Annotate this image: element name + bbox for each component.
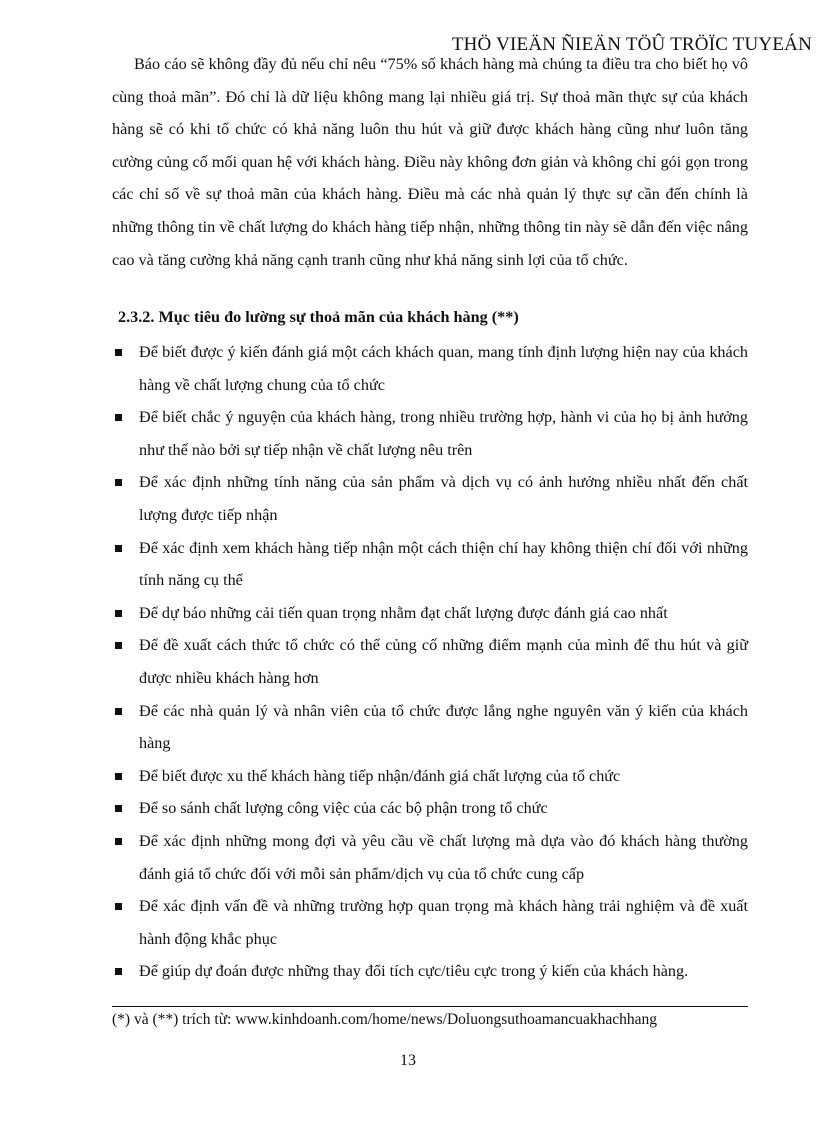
bullet-square-icon <box>115 610 122 617</box>
section-heading: 2.3.2. Mục tiêu đo lường sự thoả mãn của khách hàng (**) <box>118 308 519 326</box>
bullet-square-icon <box>115 805 122 812</box>
list-item-text: Để biết được ý kiến đánh giá một cách khách quan, mang tính định lượng hiện nay của khách hàng về chất lượng chung của tổ chức <box>139 343 748 394</box>
bullet-square-icon <box>115 642 122 649</box>
footnote-text: (*) và (**) trích từ: www.kinhdoanh.com/home/news/Doluongsuthoamancuakhachhang <box>112 1011 658 1028</box>
list-item-text: Để biết được xu thế khách hàng tiếp nhận/đánh giá chất lượng của tổ chức <box>139 766 621 785</box>
page-number: 13 <box>400 1052 416 1069</box>
intro-paragraph: Báo cáo sẽ không đầy đủ nếu chỉ nêu “75% số khách hàng mà chúng ta điều tra cho biết họ vô cùng thoả mãn”. Đó chỉ là dữ liệu không mang lại nhiều giá trị. Sự thoả mãn thực sự của khách hàng sẽ có khi tổ chức có khả năng luôn thu hút và giữ được khách hàng cũng như luôn tăng cường củng cố mối quan hệ với khách hàng. Điều này không đơn giản và không chỉ gói gọn trong các chỉ số về sự thoả mãn của khách hàng. Điều mà các nhà quản lý thực sự cần đến chính là những thông tin về chất lượng do khách hàng tiếp nhận, những thông tin này sẽ dẫn đến việc nâng cao và tăng cường khả năng cạnh tranh cũng như khả năng sinh lợi của tổ chức. <box>112 55 748 269</box>
bullet-square-icon <box>115 903 122 910</box>
list-item-text: Để các nhà quản lý và nhân viên của tổ chức được lắng nghe nguyên văn ý kiến của khách hàng <box>139 701 748 753</box>
list-item-text: Để xác định vấn đề và những trường hợp quan trọng mà khách hàng trải nghiệm và đề xuất hành động khắc phục <box>139 897 748 948</box>
footnote-divider <box>112 1006 748 1007</box>
bullet-square-icon <box>115 773 122 780</box>
list-item-text: Để xác định những mong đợi và yêu cầu về chất lượng mà dựa vào đó khách hàng thường đánh giá tổ chức đối với mỗi sản phẩm/dịch vụ của tổ chức cung cấp <box>139 831 748 883</box>
bullet-square-icon <box>115 479 122 486</box>
bullet-square-icon <box>115 349 122 356</box>
list-item <box>112 760 748 793</box>
list-item <box>112 695 748 760</box>
list-item <box>112 401 748 466</box>
bullet-square-icon <box>115 968 122 975</box>
bullet-square-icon <box>115 414 122 421</box>
list-item-text: Để đề xuất cách thức tổ chức có thể củng cố những điểm mạnh của mình để thu hút và giữ được nhiều khách hàng hơn <box>139 636 748 687</box>
list-item <box>112 890 748 955</box>
bullet-square-icon <box>115 838 122 845</box>
bullet-square-icon <box>115 545 122 552</box>
list-item <box>112 336 748 401</box>
list-item-text: Để so sánh chất lượng công việc của các bộ phận trong tổ chức <box>139 799 548 818</box>
list-item <box>112 597 748 630</box>
list-item <box>112 466 748 531</box>
list-item-text: Để dự báo những cải tiến quan trọng nhằm đạt chất lượng được đánh giá cao nhất <box>139 603 668 622</box>
objectives-list <box>112 336 748 988</box>
list-item-text: Để giúp dự đoán được những thay đổi tích cực/tiêu cực trong ý kiến của khách hàng. <box>139 962 689 981</box>
bullet-square-icon <box>115 708 122 715</box>
list-item-text: Để biết chắc ý nguyện của khách hàng, trong nhiều trường hợp, hành vi của họ bị ảnh hưởng như thế nào bởi sự tiếp nhận về chất lượng nêu trên <box>139 408 748 459</box>
list-item <box>112 629 748 694</box>
list-item-text: Để xác định những tính năng của sản phẩm và dịch vụ có ảnh hưởng nhiều nhất đến chất lượng được tiếp nhận <box>139 473 748 524</box>
list-item <box>112 532 748 597</box>
list-item-text: Để xác định xem khách hàng tiếp nhận một cách thiện chí hay không thiện chí đối với những tính năng cụ thể <box>139 538 748 590</box>
header-watermark: THÖ VIEÄN ÑIEÄN TÖÛ TRÖÏC TUYEÁN <box>451 34 812 55</box>
list-item <box>112 955 748 988</box>
list-item <box>112 792 748 825</box>
list-item <box>112 825 748 890</box>
document-body <box>112 48 748 276</box>
